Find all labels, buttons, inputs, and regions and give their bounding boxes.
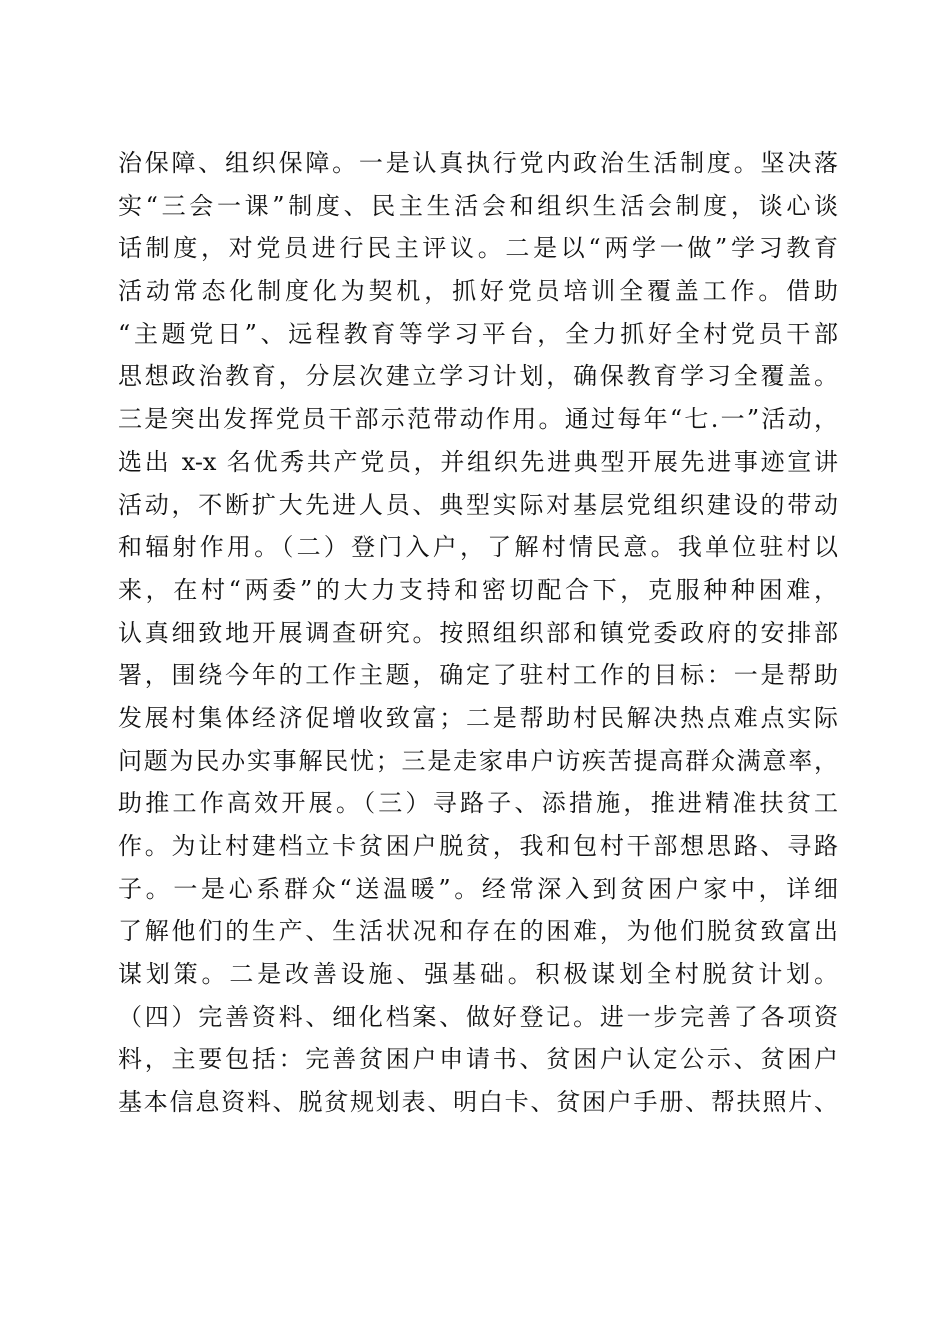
text-line: 来，在村“两委”的大力支持和密切配合下，克服种种困难， bbox=[118, 575, 838, 604]
text-line: 三是突出发挥党员干部示范带动作用。通过每年“七.一”活动， bbox=[118, 405, 838, 434]
text-line: 认真细致地开展调查研究。按照组织部和镇党委政府的安排部 bbox=[118, 618, 838, 647]
text-line: 料，主要包括：完善贫困户申请书、贫困户认定公示、贫困户 bbox=[118, 1045, 838, 1074]
text-line: 子。一是心系群众“送温暖”。经常深入到贫困户家中，详细 bbox=[118, 874, 838, 903]
text-line: 和辐射作用。（二）登门入户，了解村情民意。我单位驻村以 bbox=[118, 533, 838, 562]
text-line: 问题为民办实事解民忧；三是走家串户访疾苦提高群众满意率， bbox=[118, 746, 838, 775]
text-line: 活动常态化制度化为契机，抓好党员培训全覆盖工作。借助 bbox=[118, 277, 838, 306]
text-line: 谋划策。二是改善设施、强基础。积极谋划全村脱贫计划。 bbox=[118, 960, 838, 989]
text-line: 话制度，对党员进行民主评议。二是以“两学一做”学习教育 bbox=[118, 234, 838, 263]
text-line: 发展村集体经济促增收致富；二是帮助村民解决热点难点实际 bbox=[118, 703, 838, 732]
text-line: 作。为让村建档立卡贫困户脱贫，我和包村干部想思路、寻路 bbox=[118, 832, 838, 860]
body-text bbox=[118, 142, 838, 1124]
text-line: （四）完善资料、细化档案、做好登记。进一步完善了各项资 bbox=[118, 1002, 838, 1031]
text-line: “主题党日”、远程教育等学习平台，全力抓好全村党员干部 bbox=[118, 319, 838, 348]
text-line: 署，围绕今年的工作主题，确定了驻村工作的目标：一是帮助 bbox=[118, 661, 838, 690]
text-line: 基本信息资料、脱贫规划表、明白卡、贫困户手册、帮扶照片、 bbox=[118, 1088, 838, 1117]
text-line: 思想政治教育，分层次建立学习计划，确保教育学习全覆盖。 bbox=[118, 362, 838, 391]
text-line: 实“三会一课”制度、民主生活会和组织生活会制度，谈心谈 bbox=[118, 191, 838, 220]
text-line: 了解他们的生产、生活状况和存在的困难，为他们脱贫致富出 bbox=[118, 917, 838, 946]
text-line: 助推工作高效开展。（三）寻路子、添措施，推进精准扶贫工 bbox=[118, 789, 838, 818]
text-line: 治保障、组织保障。一是认真执行党内政治生活制度。坚决落 bbox=[118, 149, 838, 177]
text-line: 活动，不断扩大先进人员、典型实际对基层党组织建设的带动 bbox=[118, 490, 838, 519]
text-line: 选出 x-x 名优秀共产党员，并组织先进典型开展先进事迹宣讲 bbox=[118, 447, 838, 476]
